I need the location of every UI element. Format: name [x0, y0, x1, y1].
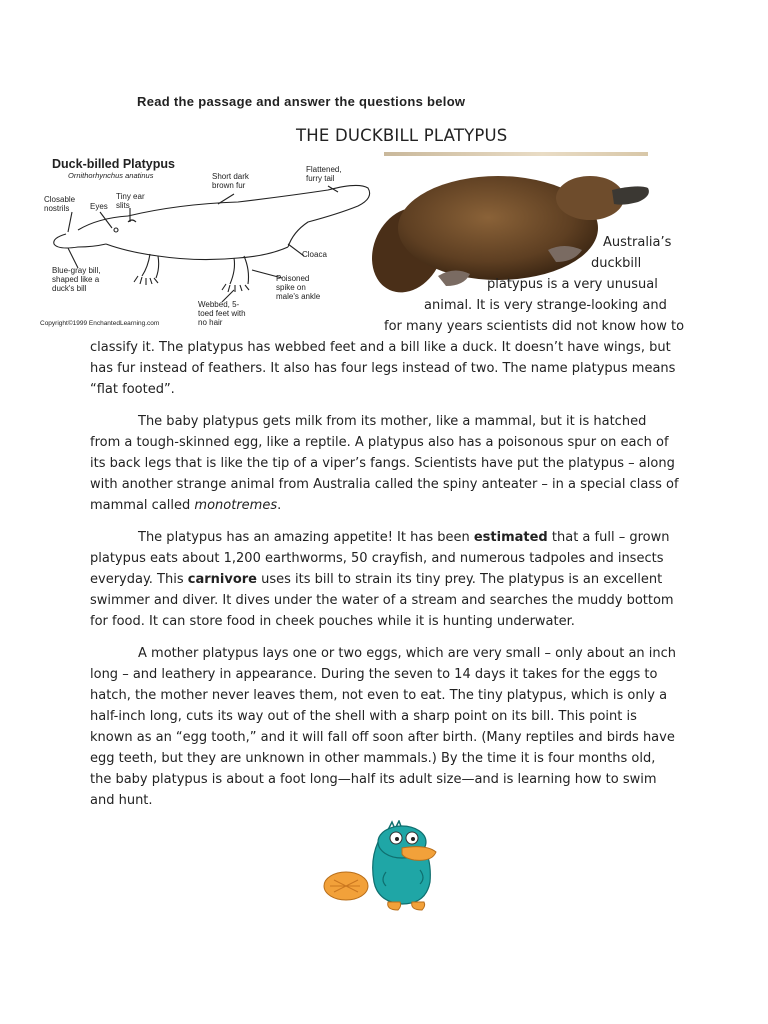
title-underline: [384, 152, 648, 156]
label-eyes: Eyes: [90, 202, 108, 211]
page-title: THE DUCKBILL PLATYPUS: [296, 126, 508, 145]
platypus-outline: [38, 152, 383, 332]
label-bill: Blue-gray bill, shaped like a duck's bill: [52, 266, 101, 293]
paragraph-2-text: The baby platypus gets milk from its mother, like a mammal, but it is hatched from a tough-skinned egg, like a reptile. A platypus also has a poisonous spur on each of its back legs that is like the tip of a viper’s fangs. Scientists have put the platypus – along with another strange animal from Australia called the spiny anteater – in a special class of mammal called: [90, 414, 679, 513]
paragraph-3: [90, 527, 680, 632]
term-monotremes: monotremes: [194, 498, 278, 513]
intro-line-4: animal. It is very strange-looking and: [424, 298, 667, 313]
intro-line-3: platypus is a very unusual: [487, 277, 658, 292]
vocab-estimated: estimated: [473, 530, 548, 545]
label-ear-slits: Tiny ear slits: [116, 192, 145, 210]
paragraph-3-text-b: that a full – grown platypus eats about 1,200 earthworms, 50 crayfish, and numerous tadpoles and insects everyday. This: [90, 530, 670, 587]
paragraph-3-text-a: The platypus has an amazing appetite! It has been: [138, 530, 470, 545]
diagram-copyright: Copyright©1999 EnchantedLearning.com: [40, 320, 160, 327]
paragraph-1: [90, 337, 680, 400]
label-short-fur: Short dark brown fur: [212, 172, 249, 190]
label-tail: Flattened, furry tail: [306, 165, 342, 183]
diagram-scientific-name: Ornithorhynchus anatinus: [68, 171, 154, 180]
label-cloaca: Cloaca: [302, 250, 327, 259]
intro-line-2: duckbill: [591, 256, 642, 271]
paragraph-1-text: classify it. The platypus has webbed feet and a bill like a duck. It doesn’t have wings, but has fur instead of feathers. It also has four legs instead of two. The name platypus means “flat footed”.: [90, 340, 676, 397]
label-closable-nostrils: Closable nostrils: [44, 195, 76, 213]
platypus-diagram: [38, 152, 383, 332]
label-poison-spike: Poisoned spike on male's ankle: [276, 274, 321, 301]
cartoon-platypus: [322, 820, 446, 912]
paragraph-2: The baby platypus gets milk from its mother, like a mammal, but it is hatched from a tough-skinned egg, like a reptile. A platypus also has a poisonous spur on each of its back legs that is like the tip of a viper’s fangs. Scientists have put the platypus – along with another strange animal from Australia called the spiny anteater – in a special class of mammal called monotremes.: [90, 414, 679, 513]
paragraph-4: [90, 643, 680, 811]
intro-line-1: Australia’s: [603, 235, 672, 250]
diagram-title: Duck-billed Platypus: [52, 157, 175, 171]
instruction-heading: Read the passage and answer the questions below: [137, 94, 466, 109]
paragraph-3-text-c: uses its bill to strain its tiny prey. The platypus is an excellent swimmer and diver. It dives under the water of a stream and searches the muddy bottom for food. It can store food in cheek pouches while it is hunting underwater.: [90, 572, 674, 629]
intro-line-5: for many years scientists did not know how to: [384, 319, 685, 334]
paragraph-4-text: A mother platypus lays one or two eggs, which are very small – only about an inch long – and leathery in appearance. During the seven to 14 days it takes for the eggs to hatch, the mother never leaves them, not even to eat. The tiny platypus, which is only a half-inch long, cuts its way out of the shell with a sharp point on its bill. This point is known as an “egg tooth,” and it will fall off soon after birth. (Many reptiles and birds have egg teeth, but they are unknown in other mammals.) By the time it is four months old, the baby platypus is about a foot long—half its adult size—and is learning how to swim and hunt.: [90, 646, 677, 808]
vocab-carnivore: carnivore: [187, 572, 257, 587]
label-webbed-feet: Webbed, 5-toed feet with no hair: [198, 300, 246, 327]
